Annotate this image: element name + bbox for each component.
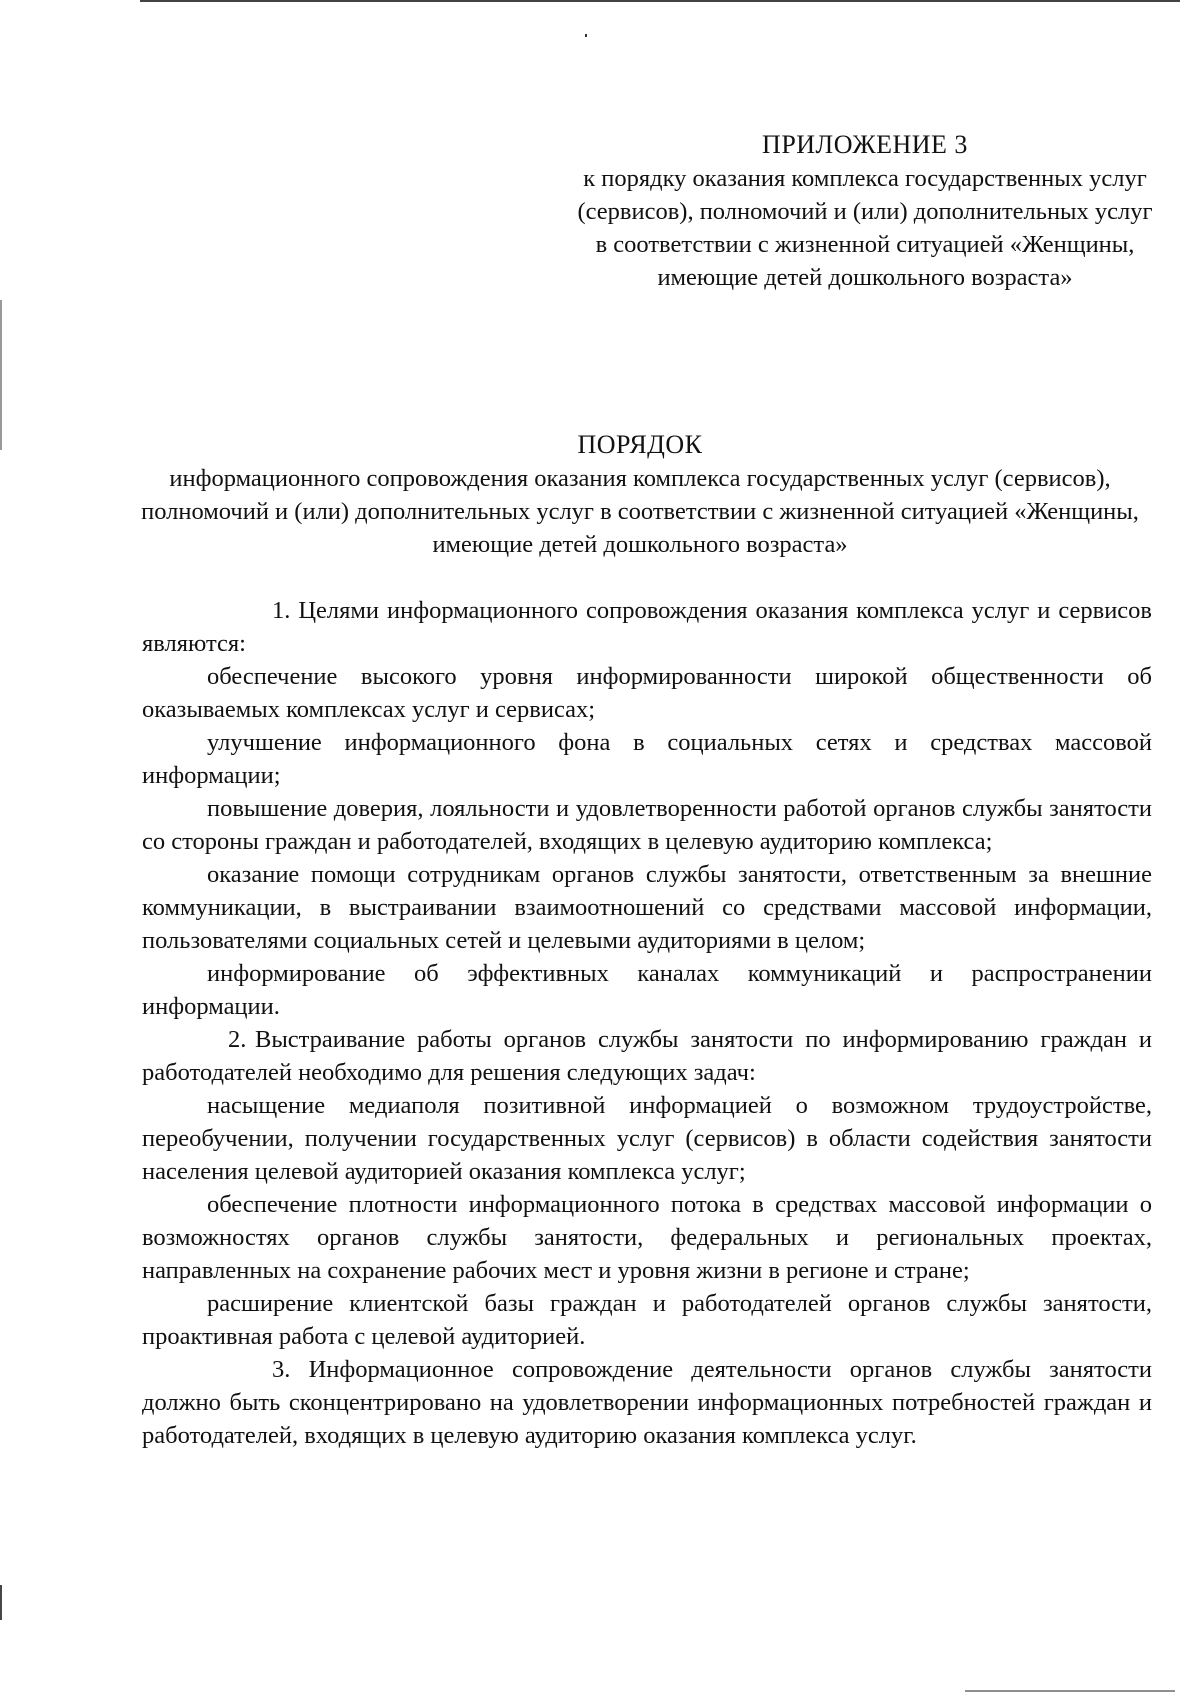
scan-edge-line [965, 1690, 1175, 1692]
list-item: улучшение информационного фона в социальных сетях и средствах массовой информации; [142, 729, 1152, 789]
list-item: расширение клиентской базы граждан и работодателей органов службы занятости, проактивная работа с целевой аудиторией. [142, 1290, 1152, 1350]
annex-block [575, 128, 1155, 294]
scan-edge-line [140, 0, 1180, 2]
section-1-intro [142, 594, 1152, 660]
section-text: Целями информационного сопровождения оказания комплекса услуг и сервисов являются: [142, 597, 1152, 657]
section-3-intro [142, 1353, 1152, 1452]
section-number: 1. [272, 597, 291, 624]
scan-speck [585, 34, 587, 37]
section-2-intro [142, 1023, 1152, 1089]
document-heading [130, 428, 1150, 561]
document-subtitle: информационного сопровождения оказания комплекса государственных услуг (сервисов), полномочий и (или) дополнительных услуг в соответствии с жизненной ситуацией «Женщины, имеющие детей дошкольного возраста» [141, 465, 1139, 558]
list-item: повышение доверия, лояльности и удовлетворенности работой органов службы занятости со стороны граждан и работодателей, входящих в целевую аудиторию комплекса; [142, 795, 1152, 855]
scan-margin-mark [0, 1585, 2, 1620]
section-text: Информационное сопровождение деятельности органов службы занятости должно быть сконцентрировано на удовлетворении информационных потребностей граждан и работодателей, входящих в целевую аудиторию оказания комплекса услуг. [142, 1356, 1152, 1449]
list-item: обеспечение высокого уровня информированности широкой общественности об оказываемых комплексах услуг и сервисах; [142, 663, 1152, 723]
section-text: Выстраивание работы органов службы занятости по информированию граждан и работодателей необходимо для решения следующих задач: [142, 1026, 1152, 1086]
list-item: обеспечение плотности информационного потока в средствах массовой информации о возможностях органов службы занятости, федеральных и региональных проектах, направленных на сохранение рабочих мест и уровня жизни в регионе и стране; [142, 1191, 1152, 1284]
list-item: информирование об эффективных каналах коммуникаций и распространении информации. [142, 960, 1152, 1020]
list-item: оказание помощи сотрудникам органов службы занятости, ответственным за внешние коммуникации, в выстраивании взаимоотношений со средствами массовой информации, пользователями социальных сетей и целевыми аудиториями в целом; [142, 861, 1152, 954]
annex-subtitle: к порядку оказания комплекса государственных услуг (сервисов), полномочий и (или) дополнительных услуг в соответствии с жизненной ситуацией «Женщины, имеющие детей дошкольного возраста» [577, 165, 1153, 291]
annex-title: ПРИЛОЖЕНИЕ 3 [762, 130, 968, 159]
document-body [142, 594, 1152, 1452]
document-title: ПОРЯДОК [577, 430, 703, 459]
scan-margin-mark [0, 300, 2, 450]
section-number: 2. [228, 1026, 247, 1053]
list-item: насыщение медиаполя позитивной информацией о возможном трудоустройстве, переобучении, получении государственных услуг (сервисов) в области содействия занятости населения целевой аудиторией оказания комплекса услуг; [142, 1092, 1152, 1185]
section-number: 3. [272, 1356, 291, 1383]
